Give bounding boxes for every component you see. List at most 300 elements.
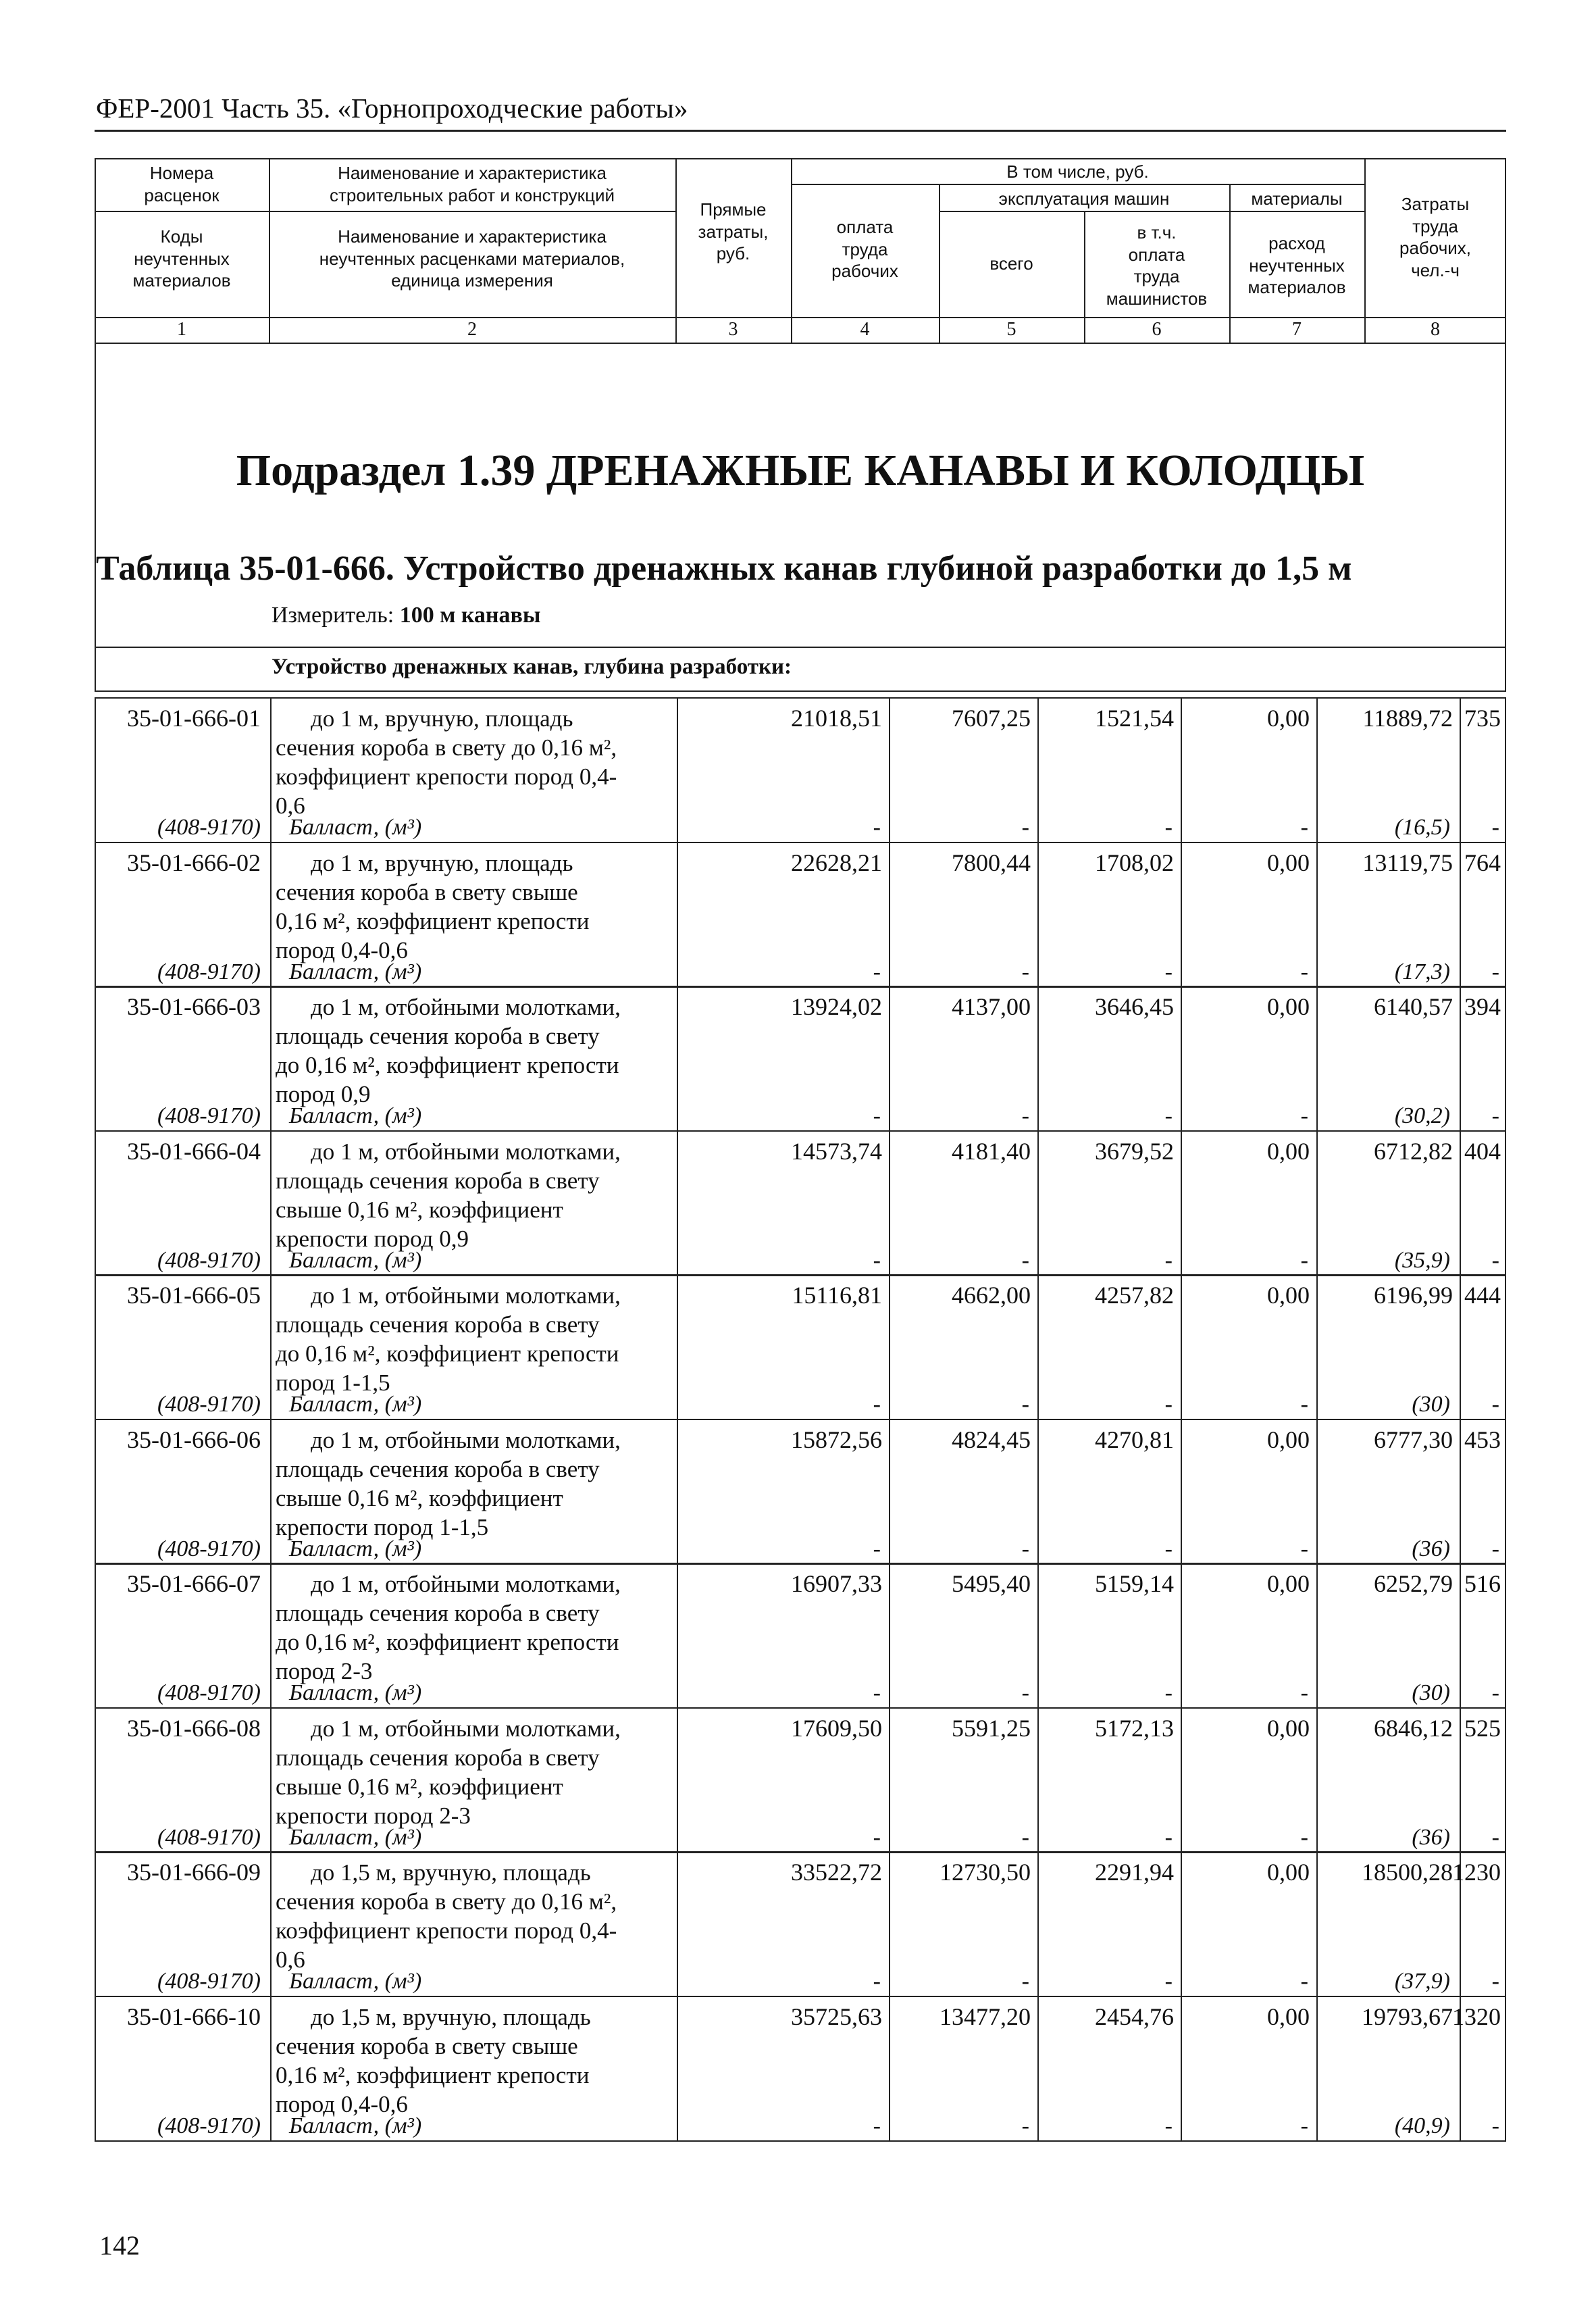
description-line: до 1 м, отбойными молотками, — [311, 1282, 621, 1309]
cell-machines-total — [1037, 1709, 1181, 1852]
header-text: материалов — [132, 270, 231, 291]
table-row — [95, 1996, 1506, 2142]
cell-direct-cost — [677, 1709, 889, 1852]
description-line: до 1 м, отбойными молотками, — [311, 1571, 621, 1597]
header-rule — [95, 130, 1506, 132]
dash: - — [873, 815, 881, 840]
machines-total: 4270,81 — [1095, 1426, 1174, 1453]
labor-hours: 764 — [1464, 849, 1501, 876]
dash: - — [1300, 1824, 1308, 1850]
header-split-machines — [939, 211, 1364, 212]
description-line: пород 0,4-0,6 — [276, 936, 408, 963]
dash: - — [1021, 1969, 1029, 1994]
header-col8 — [1364, 193, 1506, 281]
machines-total: 1521,54 — [1095, 705, 1174, 732]
cell-code — [96, 843, 270, 986]
description-line: до 0,16 м², коэффициент крепости — [276, 1340, 619, 1367]
work-description — [276, 1137, 674, 1253]
dash: - — [1491, 2113, 1499, 2138]
material-name: Балласт, (м³) — [289, 1392, 422, 1417]
cell-labor-pay — [889, 843, 1037, 986]
description-line: площадь сечения короба в свету — [276, 1600, 600, 1626]
cell-labor-pay — [889, 987, 1037, 1130]
cell-machinists-pay — [1181, 699, 1316, 842]
cell-machines-total — [1037, 987, 1181, 1130]
dash: - — [873, 1103, 881, 1128]
direct-cost: 33522,72 — [791, 1859, 882, 1886]
cell-code — [96, 987, 270, 1130]
machines-total: 2291,94 — [1095, 1859, 1174, 1886]
machinists-pay: 0,00 — [1267, 1426, 1310, 1453]
header-text: рабочих — [831, 261, 898, 281]
header-text: труда — [1412, 216, 1458, 236]
cell-labor-pay — [889, 1564, 1037, 1707]
work-description — [276, 849, 674, 965]
cell-code — [96, 1276, 270, 1419]
cell-machinists-pay — [1181, 1132, 1316, 1275]
work-description — [276, 1569, 674, 1686]
machines-total: 5172,13 — [1095, 1714, 1174, 1742]
description-line: площадь сечения короба в свету — [276, 1455, 600, 1482]
header-text: оплата — [836, 217, 894, 237]
machines-total: 1708,02 — [1095, 849, 1174, 876]
dash: - — [1164, 1247, 1173, 1273]
header-split-intotal — [791, 184, 1364, 185]
material-quantity: (36) — [1412, 1824, 1450, 1850]
header-text: чел.-ч — [1411, 259, 1460, 280]
measure-line — [272, 603, 540, 628]
description-line: крепости пород 2-3 — [276, 1802, 471, 1829]
dash: - — [1021, 1824, 1029, 1850]
material-name: Балласт, (м³) — [289, 815, 422, 840]
table-row — [95, 1563, 1506, 1709]
machinists-pay: 0,00 — [1267, 2003, 1310, 2030]
materials-cost: 19793,67 — [1362, 2003, 1453, 2030]
cell-machinists-pay — [1181, 1853, 1316, 1996]
material-quantity: (30) — [1412, 1392, 1450, 1417]
direct-cost: 13924,02 — [791, 993, 882, 1020]
description-line: до 1 м, отбойными молотками, — [311, 1138, 621, 1165]
direct-cost: 21018,51 — [791, 705, 882, 732]
cell-materials — [1316, 1276, 1460, 1419]
dash: - — [1021, 1247, 1029, 1273]
cell-direct-cost — [677, 987, 889, 1130]
header-text: рабочих, — [1399, 238, 1471, 258]
description-line: до 1,5 м, вручную, площадь — [311, 1859, 591, 1886]
dash: - — [1164, 1536, 1173, 1561]
rate-code: 35-01-666-08 — [127, 1714, 261, 1742]
cell-code — [96, 1132, 270, 1275]
cell-machines-total — [1037, 1420, 1181, 1563]
dash: - — [1491, 1103, 1499, 1128]
cell-code — [96, 1709, 270, 1852]
labor-pay: 7607,25 — [952, 705, 1031, 732]
cell-materials — [1316, 699, 1460, 842]
machinists-pay: 0,00 — [1267, 1282, 1310, 1309]
material-name: Балласт, (м³) — [289, 959, 422, 984]
table-row — [95, 697, 1506, 843]
dash: - — [1021, 1680, 1029, 1705]
header-text: в т.ч. — [1137, 222, 1177, 243]
description-line: до 1 м, отбойными молотками, — [311, 994, 621, 1020]
cell-machinists-pay — [1181, 1709, 1316, 1852]
description-line: до 1,5 м, вручную, площадь — [311, 2003, 591, 2030]
dash: - — [873, 1680, 881, 1705]
materials-cost: 11889,72 — [1362, 705, 1453, 732]
description-line: пород 0,4-0,6 — [276, 2090, 408, 2117]
description-line: до 1 м, вручную, площадь — [311, 849, 573, 876]
direct-cost: 35725,63 — [791, 2003, 882, 2030]
material-quantity: (16,5) — [1394, 815, 1450, 840]
cell-materials — [1316, 843, 1460, 986]
cell-machinists-pay — [1181, 843, 1316, 986]
cell-description — [270, 699, 677, 842]
cell-labor-hours — [1460, 1709, 1508, 1852]
direct-cost: 17609,50 — [791, 1714, 882, 1742]
machinists-pay: 0,00 — [1267, 849, 1310, 876]
cell-description — [270, 1276, 677, 1419]
work-description — [276, 1426, 674, 1542]
cell-labor-hours — [1452, 1997, 1508, 2140]
cell-direct-cost — [677, 1564, 889, 1707]
header-col1-bottom — [95, 226, 269, 292]
header-text: неучтенных — [1249, 255, 1345, 276]
section-box — [95, 344, 1506, 692]
materials-cost: 6140,57 — [1374, 993, 1453, 1020]
cell-description — [270, 1132, 677, 1275]
machinists-pay: 0,00 — [1267, 993, 1310, 1020]
material-quantity: (35,9) — [1394, 1247, 1450, 1273]
labor-hours: 525 — [1464, 1714, 1501, 1742]
material-code: (408-9170) — [157, 1680, 261, 1705]
dash: - — [1164, 815, 1173, 840]
material-name: Балласт, (м³) — [289, 1824, 422, 1850]
cell-labor-hours — [1460, 1276, 1508, 1419]
rate-code: 35-01-666-05 — [127, 1282, 261, 1309]
description-line: крепости пород 0,9 — [276, 1225, 469, 1252]
dash: - — [1164, 2113, 1173, 2138]
cell-code — [96, 1564, 270, 1707]
dash: - — [1491, 1969, 1499, 1994]
cell-machines-total — [1037, 1132, 1181, 1275]
header-border-top — [95, 158, 1506, 159]
header-text: Затраты — [1401, 194, 1470, 214]
material-code: (408-9170) — [157, 1536, 261, 1561]
dash: - — [1164, 1392, 1173, 1417]
description-line: свыше 0,16 м², коэффициент — [276, 1484, 563, 1511]
materials-cost: 6196,99 — [1374, 1282, 1453, 1309]
table-row — [95, 1274, 1506, 1420]
cell-code — [96, 1420, 270, 1563]
cell-machines-total — [1037, 1853, 1181, 1996]
cell-direct-cost — [677, 699, 889, 842]
labor-pay: 5495,40 — [952, 1570, 1031, 1597]
material-code: (408-9170) — [157, 815, 261, 840]
cell-direct-cost — [677, 1276, 889, 1419]
table-row — [95, 842, 1506, 988]
dash: - — [1300, 1247, 1308, 1273]
material-name: Балласт, (м³) — [289, 1536, 422, 1561]
dash: - — [1021, 959, 1029, 984]
col-number: 5 — [1006, 319, 1016, 340]
section-rule — [96, 647, 1505, 648]
cell-description — [270, 843, 677, 986]
dash: - — [873, 1536, 881, 1561]
table-row — [95, 1419, 1506, 1565]
labor-hours: 394 — [1464, 993, 1501, 1020]
cell-machinists-pay — [1181, 1997, 1316, 2140]
material-code: (408-9170) — [157, 1969, 261, 1994]
material-quantity: (30,2) — [1394, 1103, 1450, 1128]
description-line: сечения короба в свету до 0,16 м², — [276, 1888, 617, 1915]
cell-materials — [1316, 1420, 1460, 1563]
description-line: до 1 м, отбойными молотками, — [311, 1426, 621, 1453]
rate-code: 35-01-666-03 — [127, 993, 261, 1020]
machinists-pay: 0,00 — [1267, 1570, 1310, 1597]
col-number: 4 — [860, 319, 870, 340]
cell-description — [270, 987, 677, 1130]
dash: - — [873, 1392, 881, 1417]
materials-cost: 18500,28 — [1362, 1859, 1453, 1886]
header-col4 — [791, 216, 939, 282]
labor-hours: 404 — [1464, 1137, 1501, 1165]
dash: - — [1021, 1392, 1029, 1417]
work-description — [276, 1714, 674, 1830]
header-text: труда — [1133, 266, 1180, 286]
description-line: до 0,16 м², коэффициент крепости — [276, 1052, 619, 1078]
machines-total: 3679,52 — [1095, 1137, 1174, 1165]
labor-hours: 1320 — [1452, 2003, 1501, 2030]
machinists-pay: 0,00 — [1267, 705, 1310, 732]
machinists-pay: 0,00 — [1267, 1859, 1310, 1886]
labor-hours: 444 — [1464, 1282, 1501, 1309]
cell-machines-total — [1037, 1276, 1181, 1419]
dash: - — [873, 2113, 881, 2138]
header-text: неучтенных — [134, 248, 230, 269]
cell-description — [270, 1420, 677, 1563]
cell-description — [270, 1564, 677, 1707]
header-text: неучтенных расценками материалов, — [319, 248, 625, 269]
header-col5: всего — [989, 253, 1033, 274]
cell-labor-hours — [1460, 1564, 1508, 1707]
dash: - — [1300, 815, 1308, 840]
header-in-total: В том числе, руб. — [1006, 161, 1149, 182]
table-row — [95, 986, 1506, 1132]
labor-hours: 735 — [1464, 705, 1501, 732]
header-col6 — [1084, 222, 1229, 309]
labor-pay: 4662,00 — [952, 1282, 1031, 1309]
header-text: Номера — [149, 163, 214, 183]
price-rows — [95, 697, 1506, 2142]
description-line: пород 1-1,5 — [276, 1369, 390, 1396]
work-description — [276, 1858, 674, 1974]
col-number: 8 — [1431, 319, 1440, 340]
cell-materials — [1316, 987, 1460, 1130]
work-description — [276, 2003, 674, 2119]
rate-code: 35-01-666-07 — [127, 1570, 261, 1597]
col-number: 2 — [467, 319, 477, 340]
col-number: 1 — [177, 319, 186, 340]
header-text: Наименование и характеристика — [338, 163, 607, 183]
dash: - — [1164, 1824, 1173, 1850]
cell-machinists-pay — [1181, 1564, 1316, 1707]
description-line: площадь сечения короба в свету — [276, 1023, 600, 1049]
rate-code: 35-01-666-02 — [127, 849, 261, 876]
cell-description — [270, 1997, 677, 2140]
description-line: сечения короба в свету до 0,16 м², — [276, 734, 617, 761]
work-description — [276, 704, 674, 820]
work-description — [276, 992, 674, 1109]
dash: - — [1021, 815, 1029, 840]
cell-machines-total — [1037, 699, 1181, 842]
header-text: расценок — [144, 184, 220, 205]
col-number: 6 — [1152, 319, 1162, 340]
machines-total: 2454,76 — [1095, 2003, 1174, 2030]
cell-code — [96, 1997, 270, 2140]
dash: - — [1300, 959, 1308, 984]
description-line: до 1 м, отбойными молотками, — [311, 1715, 621, 1742]
description-line: площадь сечения короба в свету — [276, 1167, 600, 1194]
dash: - — [1164, 1680, 1173, 1705]
materials-cost: 13119,75 — [1362, 849, 1453, 876]
material-name: Балласт, (м³) — [289, 1969, 422, 1994]
description-line: пород 2-3 — [276, 1658, 373, 1684]
materials-cost: 6846,12 — [1374, 1714, 1453, 1742]
header-col2-top — [269, 162, 675, 206]
material-name: Балласт, (м³) — [289, 2113, 422, 2138]
dash: - — [1491, 1392, 1499, 1417]
direct-cost: 16907,33 — [791, 1570, 882, 1597]
cell-machinists-pay — [1181, 1276, 1316, 1419]
description-line: до 1 м, вручную, площадь — [311, 705, 573, 732]
cell-labor-hours — [1460, 699, 1508, 842]
description-line: площадь сечения короба в свету — [276, 1744, 600, 1771]
dash: - — [873, 959, 881, 984]
dash: - — [1300, 1680, 1308, 1705]
col-number: 7 — [1292, 319, 1302, 340]
cell-direct-cost — [677, 1997, 889, 2140]
description-line: 0,6 — [276, 793, 305, 819]
header-text: затраты, — [698, 221, 769, 242]
dash: - — [1021, 2113, 1029, 2138]
rate-code: 35-01-666-04 — [127, 1137, 261, 1165]
labor-pay: 4181,40 — [952, 1137, 1031, 1165]
labor-pay: 5591,25 — [952, 1714, 1031, 1742]
description-line: до 0,16 м², коэффициент крепости — [276, 1629, 619, 1655]
dash: - — [1491, 1680, 1499, 1705]
header-text: оплата — [1128, 244, 1185, 265]
material-code: (408-9170) — [157, 1392, 261, 1417]
dash: - — [873, 1247, 881, 1273]
header-col7 — [1229, 232, 1364, 299]
cell-labor-hours — [1452, 1853, 1508, 1996]
description-line: 0,6 — [276, 1946, 305, 1973]
cell-machinists-pay — [1181, 987, 1316, 1130]
header-materials: материалы — [1251, 188, 1343, 209]
description-line: пород 0,9 — [276, 1081, 371, 1107]
header-text: единица измерения — [391, 270, 553, 291]
running-header: ФЕР-2001 Часть 35. «Горнопроходческие работы» — [96, 93, 688, 124]
cell-labor-pay — [889, 1853, 1037, 1996]
description-line: свыше 0,16 м², коэффициент — [276, 1196, 563, 1223]
header-text: Коды — [160, 226, 203, 247]
header-text: труда — [842, 238, 888, 259]
dash: - — [873, 1969, 881, 1994]
cell-direct-cost — [677, 1420, 889, 1563]
materials-cost: 6252,79 — [1374, 1570, 1453, 1597]
dash: - — [1300, 1392, 1308, 1417]
description-line: свыше 0,16 м², коэффициент — [276, 1773, 563, 1800]
rate-code: 35-01-666-06 — [127, 1426, 261, 1453]
header-text: материалов — [1247, 277, 1346, 297]
description-line: площадь сечения короба в свету — [276, 1311, 600, 1338]
labor-hours: 516 — [1464, 1570, 1501, 1597]
cell-materials — [1316, 1997, 1460, 2140]
dash: - — [1491, 815, 1499, 840]
dash: - — [873, 1824, 881, 1850]
header-col3 — [675, 199, 791, 265]
cell-direct-cost — [677, 1132, 889, 1275]
description-line: сечения короба в свету свыше — [276, 878, 578, 905]
dash: - — [1021, 1103, 1029, 1128]
measure-label: Измеритель: — [272, 603, 394, 628]
material-quantity: (36) — [1412, 1536, 1450, 1561]
direct-cost: 22628,21 — [791, 849, 882, 876]
cell-code — [96, 1853, 270, 1996]
header-machines: эксплуатация машин — [998, 188, 1170, 209]
rate-code: 35-01-666-10 — [127, 2003, 261, 2030]
direct-cost: 15872,56 — [791, 1426, 882, 1453]
header-text: руб. — [716, 243, 750, 263]
description-line: коэффициент крепости пород 0,4- — [276, 763, 617, 790]
material-quantity: (30) — [1412, 1680, 1450, 1705]
cell-code — [96, 699, 270, 842]
cell-labor-hours — [1460, 1132, 1508, 1275]
machinists-pay: 0,00 — [1267, 1137, 1310, 1165]
cell-materials — [1316, 1564, 1460, 1707]
cell-labor-hours — [1460, 843, 1508, 986]
col-number: 3 — [728, 319, 738, 340]
header-col1-top — [95, 162, 269, 206]
labor-hours: 1230 — [1452, 1859, 1501, 1886]
header-text: строительных работ и конструкций — [329, 184, 615, 205]
header-col2-bottom — [269, 226, 675, 292]
dash: - — [1164, 1969, 1173, 1994]
dash: - — [1300, 1536, 1308, 1561]
machinists-pay: 0,00 — [1267, 1714, 1310, 1742]
dash: - — [1164, 1103, 1173, 1128]
table-row — [95, 1130, 1506, 1276]
direct-cost: 14573,74 — [791, 1137, 882, 1165]
materials-cost: 6777,30 — [1374, 1426, 1453, 1453]
material-code: (408-9170) — [157, 1247, 261, 1273]
material-name: Балласт, (м³) — [289, 1680, 422, 1705]
description-line: 0,16 м², коэффициент крепости — [276, 907, 590, 934]
material-code: (408-9170) — [157, 2113, 261, 2138]
labor-hours: 453 — [1464, 1426, 1501, 1453]
table-title: Таблица 35-01-666. Устройство дренажных канав глубиной разработки до 1,5 м — [96, 549, 1352, 588]
labor-pay: 12730,50 — [939, 1859, 1031, 1886]
cell-machines-total — [1037, 1997, 1181, 2140]
cell-labor-hours — [1460, 987, 1508, 1130]
header-text: машинистов — [1106, 288, 1208, 309]
dash: - — [1300, 2113, 1308, 2138]
cell-description — [270, 1853, 677, 1996]
table-header — [95, 158, 1506, 344]
dash: - — [1021, 1536, 1029, 1561]
machines-total: 5159,14 — [1095, 1570, 1174, 1597]
cell-labor-pay — [889, 1420, 1037, 1563]
